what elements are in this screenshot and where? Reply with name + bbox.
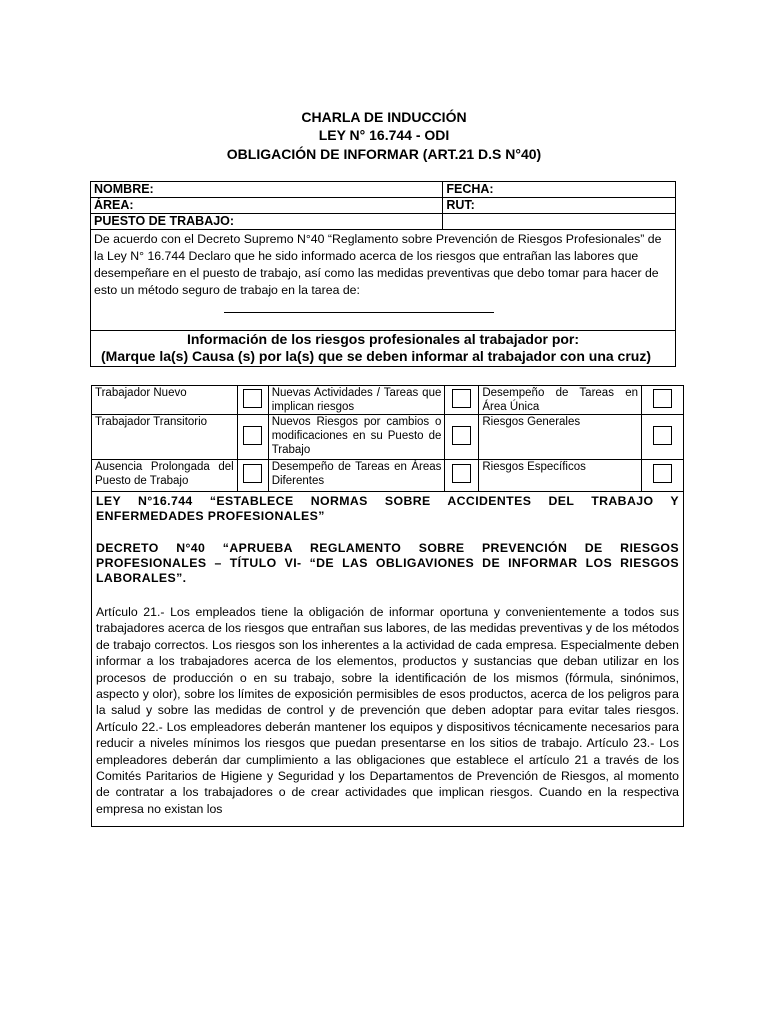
- causes-table: [91, 385, 684, 827]
- option-area-unica: Desempeño de Tareas en Área Única: [479, 386, 642, 415]
- checkbox-areas-diferentes[interactable]: [452, 464, 471, 483]
- law-text-cell: [92, 492, 684, 827]
- puesto-field[interactable]: PUESTO DE TRABAJO:: [91, 214, 443, 230]
- rut-field[interactable]: RUT:: [443, 198, 676, 214]
- checkbox-riesgos-especificos[interactable]: [653, 464, 672, 483]
- info-heading-cell: [91, 331, 676, 367]
- law-heading: LEY N°16.744 “ESTABLECE NORMAS SOBRE ACCIDENTES DEL TRABAJO Y ENFERMEDADES PROFESIONALES”: [96, 494, 679, 523]
- option-riesgos-generales: Riesgos Generales: [479, 415, 642, 460]
- checkbox-riesgos-generales[interactable]: [653, 426, 672, 445]
- task-blank-line[interactable]: [224, 312, 494, 313]
- option-trabajador-nuevo: Trabajador Nuevo: [92, 386, 238, 415]
- decree-heading: DECRETO N°40 “APRUEBA REGLAMENTO SOBRE PREVENCIÓN DE RIESGOS PROFESIONALES – TÍTULO VI- “DE LAS OBLIGAVIONES DE INFORMAR LOS RIESGOS LABORALES”.: [96, 541, 679, 585]
- checkbox-area-unica[interactable]: [653, 389, 672, 408]
- fecha-field[interactable]: FECHA:: [443, 182, 676, 198]
- document-title: CHARLA DE INDUCCIÓN: [301, 109, 467, 125]
- info-heading: Información de los riesgos profesionales al trabajador por:: [186, 331, 580, 347]
- worker-info-form: [90, 181, 676, 367]
- checkbox-trabajador-transitorio[interactable]: [243, 426, 262, 445]
- checkbox-nuevos-riesgos[interactable]: [452, 426, 471, 445]
- table-row: [92, 386, 684, 415]
- option-nuevas-actividades: Nuevas Actividades / Tareas que implican riesgos: [268, 386, 445, 415]
- nombre-field[interactable]: NOMBRE:: [91, 182, 443, 198]
- option-riesgos-especificos: Riesgos Específicos: [479, 460, 642, 492]
- declaration-cell: [91, 230, 676, 331]
- articles-text: Artículo 21.- Los empleados tiene la obligación de informar oportuna y convenientemente a todos sus trabajadores acerca de los riesgos que entrañan sus labores, de las medidas preventivas y de los métodos de trabajo correctos. Los riesgos son los inherentes a la actividad de cada empresa. Especialmente deben informar a los trabajadores acerca de los elementos, productos y sustancias que deban utilizar en los procesos de producción o en su trabajo, sobre la identificación de los mismos (fórmula, sinónimos, aspecto y olor), sobre los límites de exposición permisibles de esos productos, acerca de los peligros para la salud y sobre las medidas de control y de prevención que deben adoptar para evitar tales riesgos. Artículo 22.- Los empleadores deberán mantener los equipos y dispositivos técnicamente necesarios para reducir a niveles mínimos los riesgos que puedan presentarse en los sitios de trabajo. Artículo 23.- Los empleadores deberán dar cumplimiento a las obligaciones que establece el artículo 21 a través de los Comités Paritarios de Higiene y Seguridad y los Departamentos de Prevención de Riesgos, al momento de contratar a los trabajadores o de crear actividades que implican riesgos. Cuando en la respectiva empresa no existan los: [96, 605, 679, 816]
- obligation-subtitle: OBLIGACIÓN DE INFORMAR (ART.21 D.S N°40): [226, 146, 542, 162]
- table-row: [92, 415, 684, 460]
- table-row: [92, 460, 684, 492]
- option-areas-diferentes: Desempeño de Tareas en Áreas Diferentes: [268, 460, 445, 492]
- option-ausencia-prolongada: Ausencia Prolongada del Puesto de Trabajo: [92, 460, 238, 492]
- checkbox-nuevas-actividades[interactable]: [452, 389, 471, 408]
- declaration-text: De acuerdo con el Decreto Supremo N°40 “Reglamento sobre Prevención de Riesgos Profesionales” de la Ley N° 16.744 Declaro que he sido informado acerca de los riesgos que entrañan las labores que desempeñare en el puesto de trabajo, así como las medidas preventivas que debo tomar para hacer de esto un método seguro de trabajo en la tarea de:: [94, 232, 662, 297]
- info-instruction: (Marque la(s) Causa (s) por la(s) que se deben informar al trabajador con una cruz): [101, 348, 651, 364]
- option-nuevos-riesgos: Nuevos Riesgos por cambios o modificaciones en su Puesto de Trabajo: [268, 415, 445, 460]
- area-field[interactable]: ÁREA:: [91, 198, 443, 214]
- option-trabajador-transitorio: Trabajador Transitorio: [92, 415, 238, 460]
- law-subtitle: LEY N° 16.744 - ODI: [318, 127, 450, 143]
- checkbox-ausencia-prolongada[interactable]: [243, 464, 262, 483]
- checkbox-trabajador-nuevo[interactable]: [243, 389, 262, 408]
- puesto-extra-cell: [443, 214, 676, 230]
